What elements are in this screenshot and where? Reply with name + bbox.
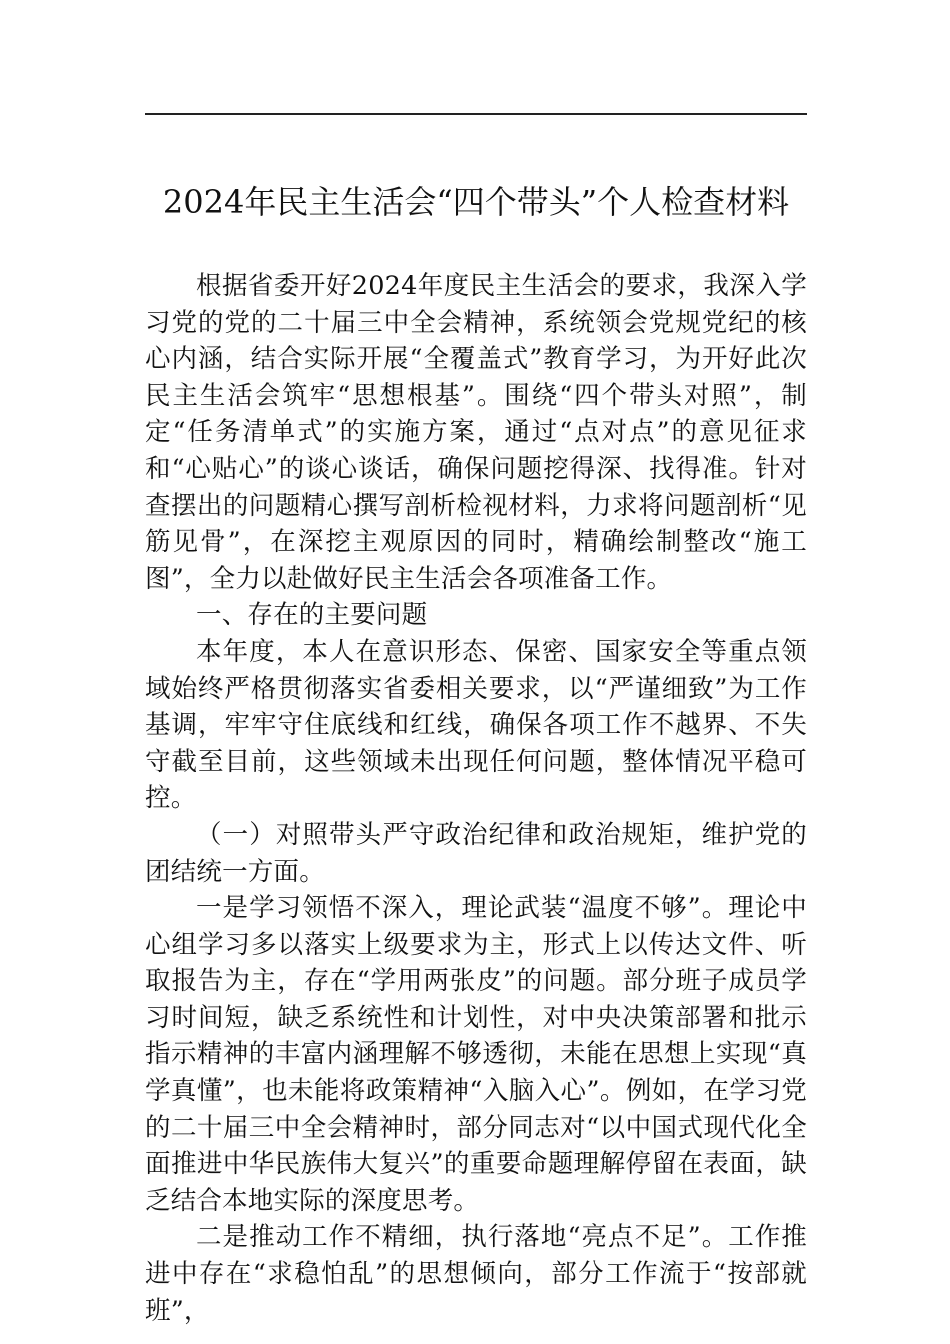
section-heading-problems: 一、存在的主要问题 bbox=[196, 600, 428, 631]
overview-paragraph: 本年度，本人在意识形态、保密、国家安全等重点领域始终严格贯彻落实省委相关要求，以“严谨细致”为工作基调，牢牢守住底线和红线，确保各项工作不越界、不失守截至目前，这些领域未出现任何问题，整体情况平稳可控。 bbox=[145, 636, 807, 814]
document-body bbox=[145, 268, 807, 1329]
document-title: 2024年民主生活会“四个带头”个人检查材料 bbox=[162, 183, 790, 221]
problem-paragraph-1: 一是学习领悟不深入，理论武装“温度不够”。理论中心组学习多以落实上级要求为主，形式上以传达文件、听取报告为主，存在“学用两张皮”的问题。部分班子成员学习时间短，缺乏系统性和计划性，对中央决策部署和批示指示精神的丰富内涵理解不够透彻，未能在思想上实现“真学真懂”，也未能将政策精神“入脑入心”。例如，在学习党的二十届三中全会精神时，部分同志对“以中国式现代化全面推进中华民族伟大复兴”的重要命题理解停留在表面，缺乏结合本地实际的深度思考。 bbox=[145, 893, 807, 1216]
subsection-heading-1: （一）对照带头严守政治纪律和政治规矩，维护党的团结统一方面。 bbox=[145, 819, 807, 887]
header-rule bbox=[145, 113, 807, 115]
problem-paragraph-2: 二是推动工作不精细，执行落地“亮点不足”。工作推进中存在“求稳怕乱”的思想倾向，部分工作流于“按部就班”， bbox=[145, 1222, 807, 1326]
intro-paragraph: 根据省委开好2024年度民主生活会的要求，我深入学习党的党的二十届三中全会精神，系统领会党规党纪的核心内涵，结合实际开展“全覆盖式”教育学习，为开好此次民主生活会筑牢“思想根基”。围绕“四个带头对照”，制定“任务清单式”的实施方案，通过“点对点”的意见征求和“心贴心”的谈心谈话，确保问题挖得深、找得准。针对查摆出的问题精心撰写剖析检视材料，力求将问题剖析“见筋见骨”，在深挖主观原因的同时，精确绘制整改“施工图”，全力以赴做好民主生活会各项准备工作。 bbox=[145, 271, 807, 594]
